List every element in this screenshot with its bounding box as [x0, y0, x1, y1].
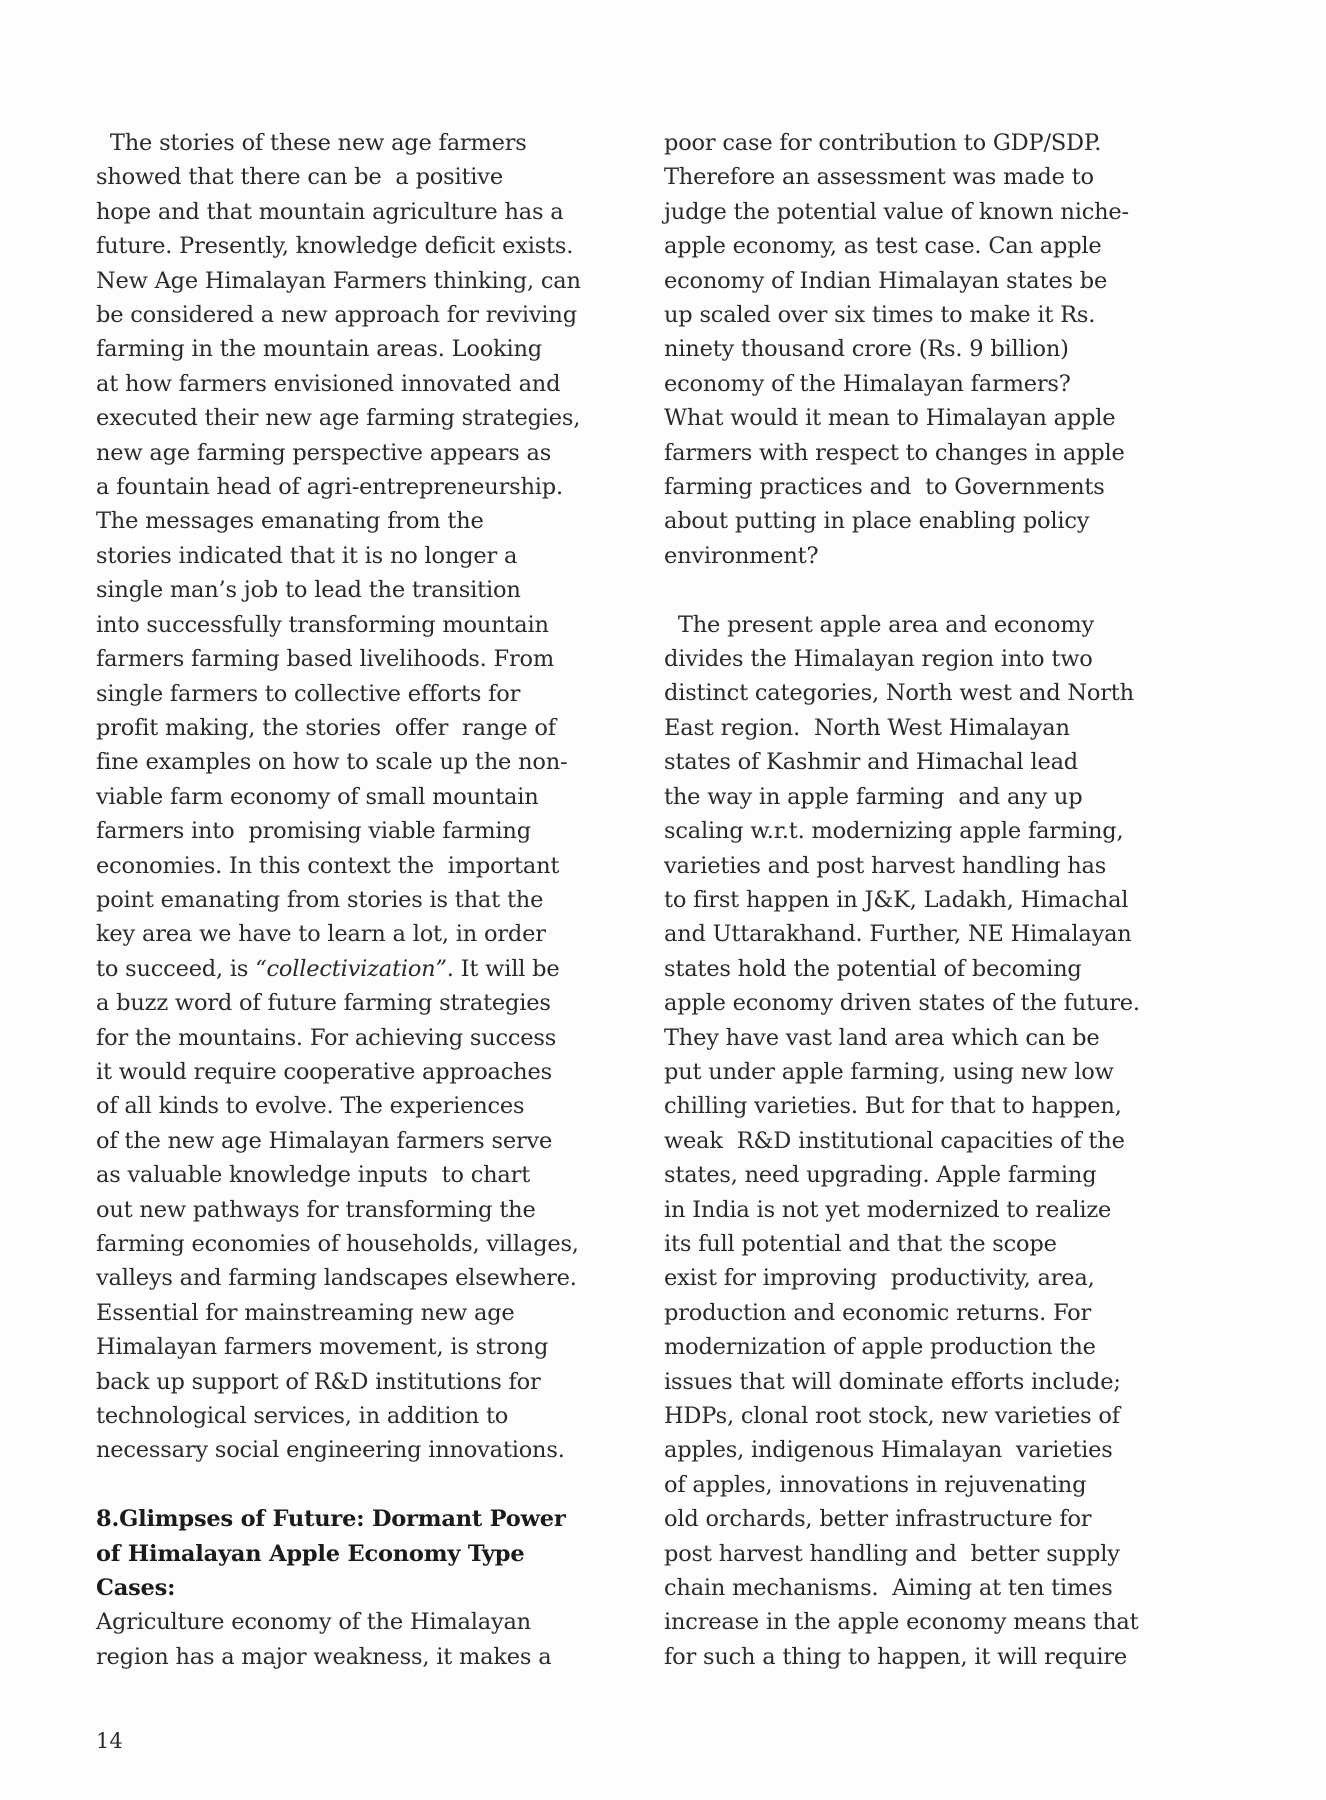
text-line: for such a thing to happen, it will require	[664, 1643, 1127, 1670]
text-line: economies. In this context the important	[96, 852, 560, 879]
text-line: Essential for mainstreaming new age	[96, 1299, 515, 1326]
text-line: They have vast land area which can be	[664, 1024, 1100, 1051]
text-line: it would require cooperative approaches	[96, 1058, 552, 1085]
text-line: Agriculture economy of the Himalayan	[96, 1609, 531, 1636]
text-line: apples, indigenous Himalayan varieties	[664, 1437, 1113, 1464]
text-line: farming economies of households, villages,	[96, 1231, 579, 1257]
text-line: the way in apple farming and any up	[664, 783, 1083, 810]
text-line: Cases:	[96, 1575, 176, 1602]
text-line: of the new age Himalayan farmers serve	[96, 1127, 553, 1154]
text-line: states hold the potential of becoming	[664, 955, 1082, 982]
text-line: point emanating from stories is that the	[96, 886, 544, 913]
text-line: to first happen in J&K, Ladakh, Himachal	[664, 886, 1129, 913]
text-line: states of Kashmir and Himachal lead	[664, 749, 1078, 776]
text-line: old orchards, better infrastructure for	[664, 1506, 1092, 1533]
text-line: divides the Himalayan region into two	[664, 646, 1093, 673]
text-line: judge the potential value of known niche-	[664, 198, 1129, 225]
text-line: The messages emanating from the	[96, 508, 484, 535]
text-line: put under apple farming, using new low	[664, 1058, 1114, 1085]
text-line: 8.Glimpses of Future: Dormant Power	[96, 1506, 566, 1533]
text-line: farmers farming based livelihoods. From	[96, 646, 555, 673]
text-line: single man’s job to lead the transition	[96, 577, 521, 604]
text-line: What would it mean to Himalayan apple	[664, 405, 1116, 432]
text-line: varieties and post harvest handling has	[664, 852, 1107, 879]
text-line: HDPs, clonal root stock, new varieties of	[664, 1403, 1120, 1430]
text-line: apple economy driven states of the future.	[664, 990, 1140, 1017]
text-line: future. Presently, knowledge deficit exists.	[96, 233, 574, 260]
text-line: issues that will dominate efforts include;	[664, 1368, 1121, 1395]
text-line: viable farm economy of small mountain	[96, 783, 539, 810]
text-line: necessary social engineering innovations.	[96, 1437, 565, 1464]
text-line: region has a major weakness, it makes a	[96, 1643, 552, 1670]
text-line: about putting in place enabling policy	[664, 508, 1090, 535]
text-line: farmers into promising viable farming	[96, 818, 531, 845]
text-line: be considered a new approach for reviving	[96, 302, 577, 329]
text-line: showed that there can be a positive	[96, 164, 503, 191]
text-line: fine examples on how to scale up the non-	[96, 749, 568, 776]
text-line: exist for improving productivity, area,	[664, 1265, 1095, 1292]
right-column	[664, 126, 1224, 1674]
text-line: scaling w.r.t. modernizing apple farming,	[664, 818, 1124, 845]
text-line: hope and that mountain agriculture has a	[96, 198, 564, 225]
text-line: environment?	[664, 542, 819, 569]
text-line: Himalayan farmers movement, is strong	[96, 1334, 549, 1361]
two-column-text	[96, 126, 1326, 1674]
text-line: stories indicated that it is no longer a	[96, 542, 518, 569]
text-line: distinct categories, North west and North	[664, 680, 1134, 707]
text-line: increase in the apple economy means that	[664, 1609, 1139, 1636]
text-line: farming in the mountain areas. Looking	[96, 336, 542, 363]
text-line: farming practices and to Governments	[664, 474, 1105, 501]
text-line: valleys and farming landscapes elsewhere.	[96, 1265, 577, 1292]
text-line: of apples, innovations in rejuvenating	[664, 1471, 1087, 1498]
text-line: new age farming perspective appears as	[96, 439, 552, 466]
text-line: modernization of apple production the	[664, 1334, 1096, 1361]
text-line: executed their new age farming strategies,	[96, 405, 581, 432]
text-line: production and economic returns. For	[664, 1299, 1092, 1326]
left-column	[96, 126, 616, 1674]
text-line: The present apple area and economy	[664, 611, 1095, 638]
text-line: East region. North West Himalayan	[664, 714, 1070, 741]
text-line: farmers with respect to changes in apple	[664, 439, 1125, 466]
text-line: in India is not yet modernized to realize	[664, 1196, 1112, 1223]
text-line: profit making, the stories offer range of	[96, 714, 556, 741]
paragraph-new-age-farmers	[96, 126, 616, 1468]
paragraph-present-apple-area	[664, 608, 1224, 1675]
text-line: economy of Indian Himalayan states be	[664, 267, 1108, 294]
text-line: as valuable knowledge inputs to chart	[96, 1162, 531, 1189]
text-line: back up support of R&D institutions for	[96, 1368, 541, 1395]
paragraph-agriculture-economy	[96, 1605, 616, 1674]
page-footer	[96, 1726, 123, 1756]
text-line: a fountain head of agri-entrepreneurship.	[96, 474, 563, 501]
text-line: out new pathways for transforming the	[96, 1196, 536, 1223]
text-line: into successfully transforming mountain	[96, 611, 549, 638]
text-line: its full potential and that the scope	[664, 1230, 1057, 1257]
text-line: up scaled over six times to make it Rs.	[664, 302, 1096, 329]
section-heading-glimpses-of-future	[96, 1502, 616, 1605]
paragraph-apple-economy-assessment	[664, 126, 1224, 573]
text-line: a buzz word of future farming strategies	[96, 990, 551, 1017]
text-line: and Uttarakhand. Further, NE Himalayan	[664, 921, 1132, 948]
text-line: at how farmers envisioned innovated and	[96, 370, 561, 397]
text-line: chilling varieties. But for that to happen,	[664, 1093, 1122, 1120]
text-line: economy of the Himalayan farmers?	[664, 370, 1071, 397]
text-line: weak R&D institutional capacities of the	[664, 1127, 1125, 1154]
text-line: ninety thousand crore (Rs. 9 billion)	[664, 336, 1069, 363]
text-line: chain mechanisms. Aiming at ten times	[664, 1575, 1113, 1602]
text-line: apple economy, as test case. Can apple	[664, 233, 1102, 260]
text-line: technological services, in addition to	[96, 1403, 509, 1430]
text-line: The stories of these new age farmers	[96, 130, 527, 156]
page-number: 14	[96, 1729, 123, 1753]
text-line: key area we have to learn a lot, in order	[96, 921, 546, 948]
text-line: states, need upgrading. Apple farming	[664, 1162, 1097, 1189]
text-line: of Himalayan Apple Economy Type	[96, 1540, 525, 1567]
text-line: New Age Himalayan Farmers thinking, can	[96, 267, 581, 294]
text-line: post harvest handling and better supply	[664, 1540, 1120, 1567]
text-line: to succeed, is “collectivization”. It will be	[96, 955, 560, 982]
text-line: of all kinds to evolve. The experiences	[96, 1093, 525, 1120]
text-line: Therefore an assessment was made to	[664, 164, 1094, 191]
text-line: poor case for contribution to GDP/SDP.	[664, 130, 1102, 156]
text-line: single farmers to collective efforts for	[96, 680, 521, 707]
text-line: for the mountains. For achieving success	[96, 1024, 557, 1051]
